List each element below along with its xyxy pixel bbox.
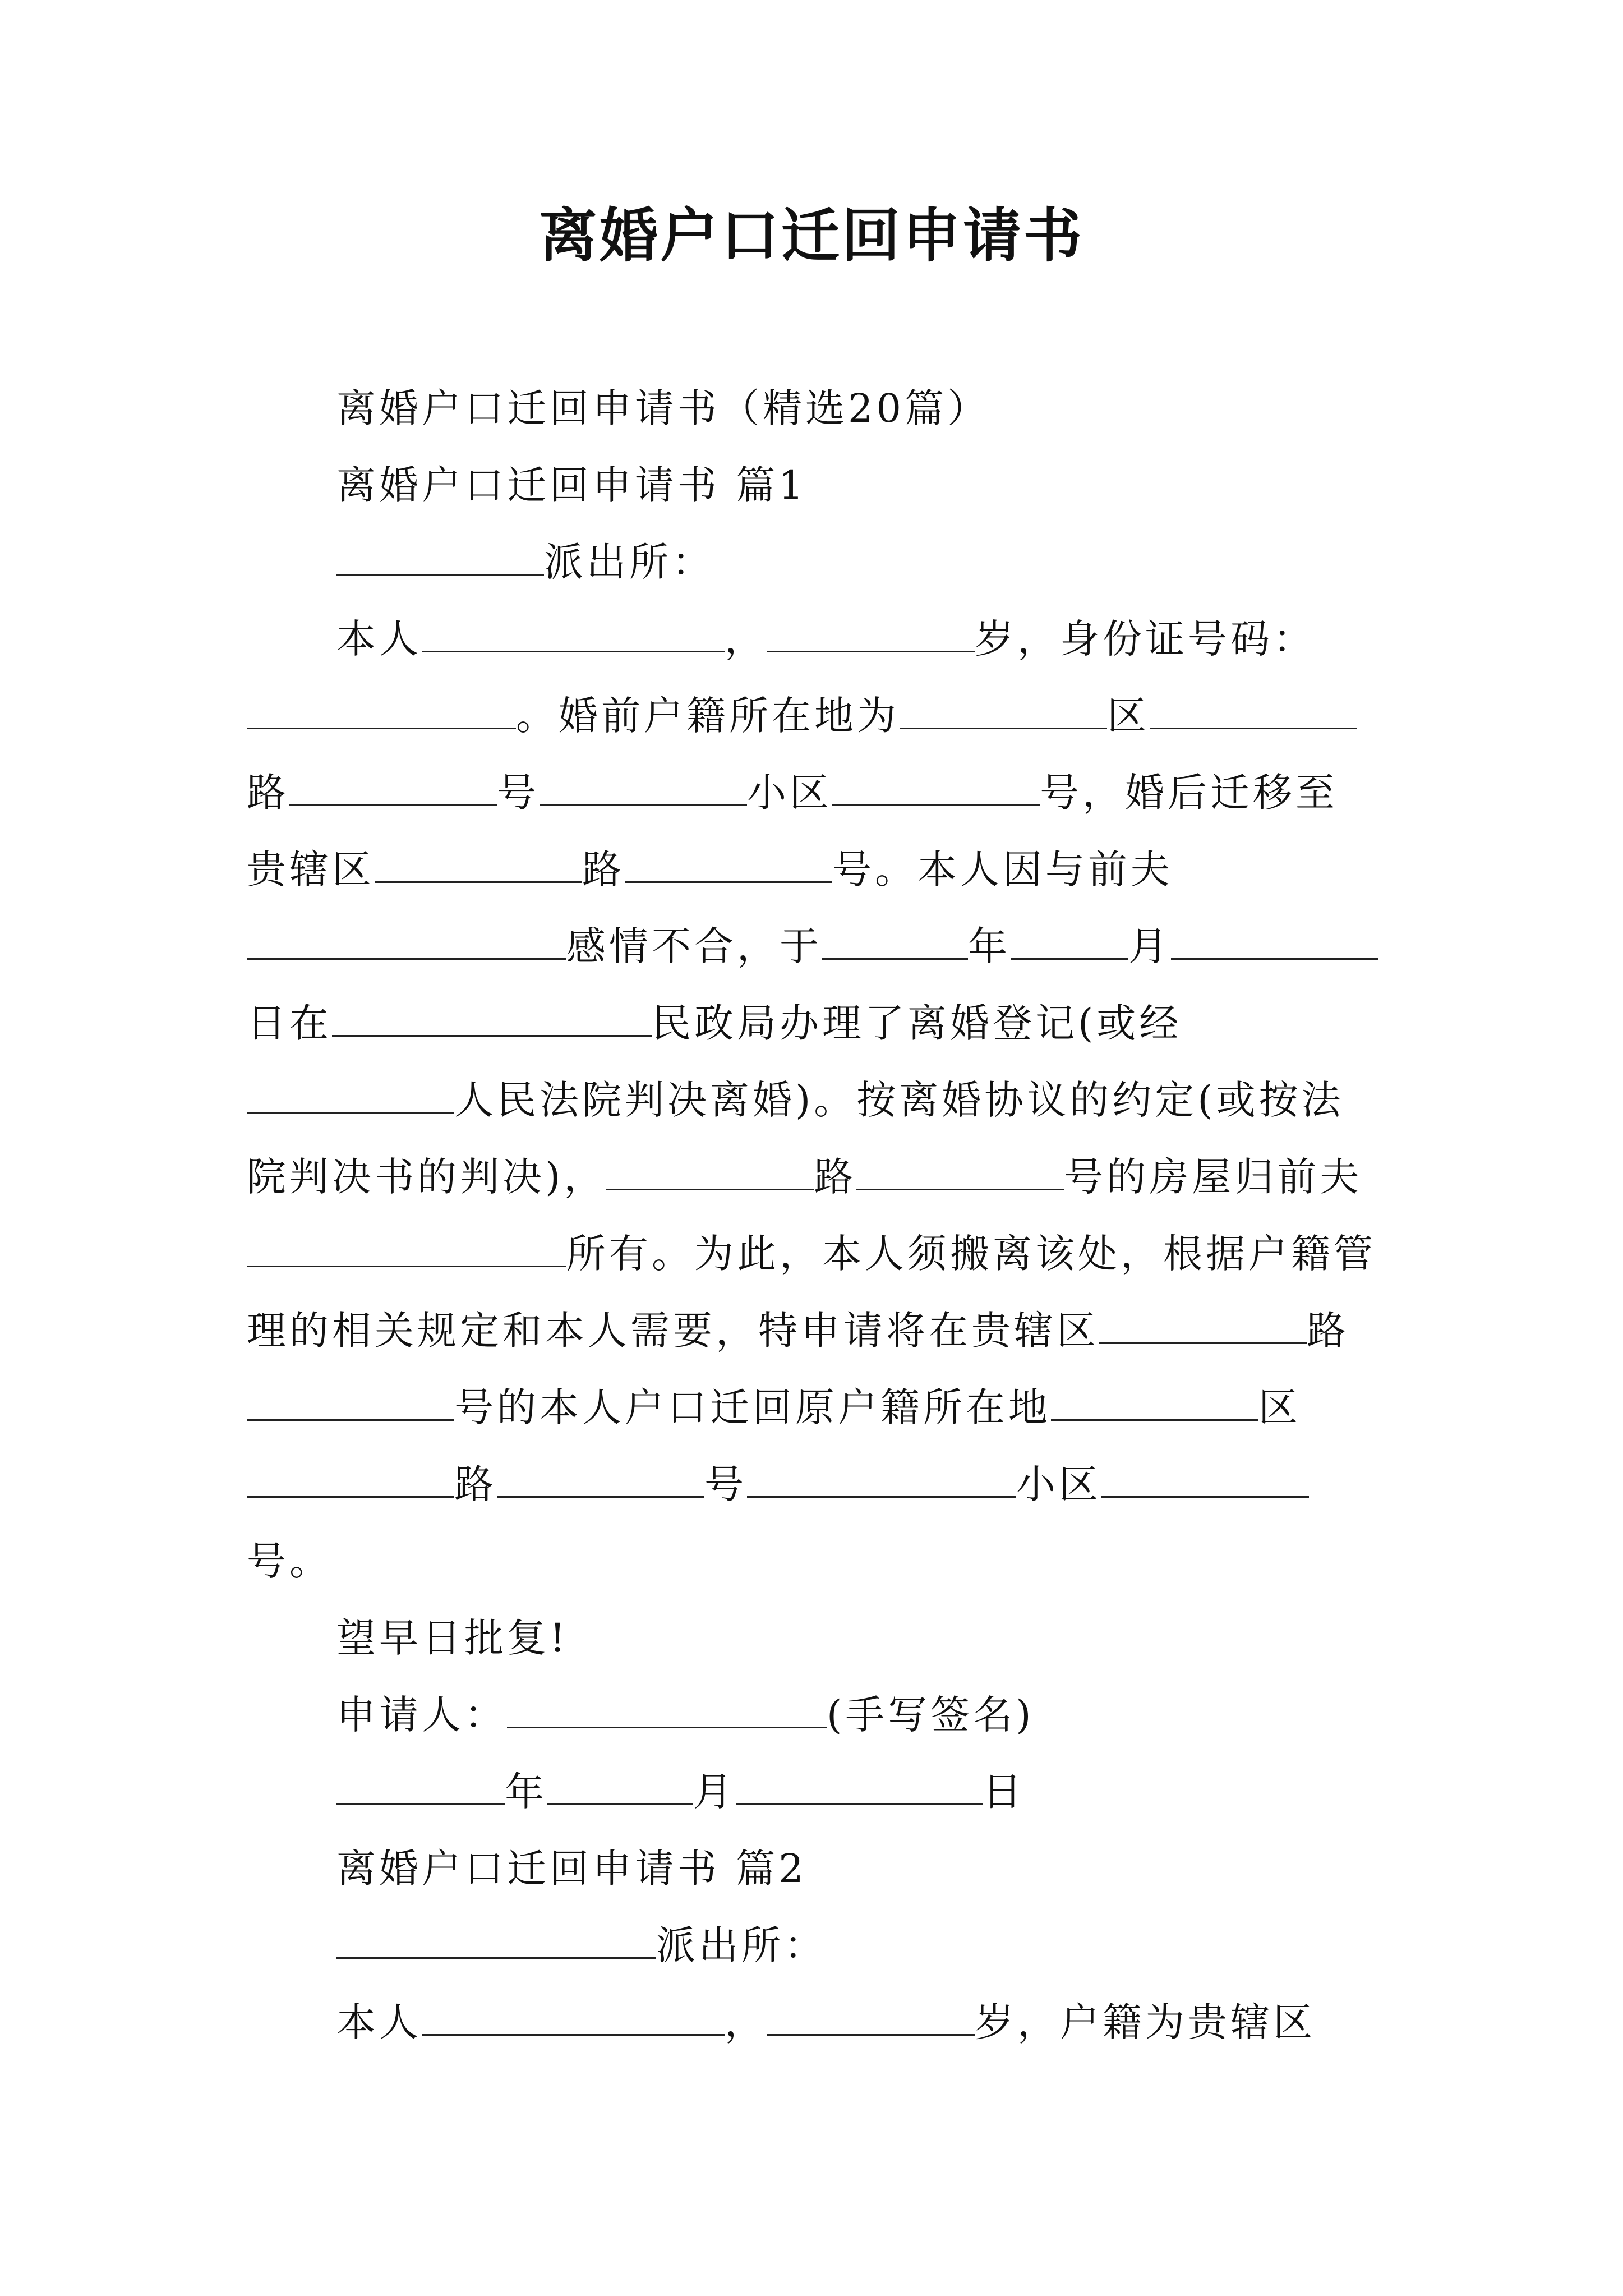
blank-field[interactable] (832, 767, 1040, 807)
blank-field[interactable] (1011, 921, 1128, 960)
blank-field[interactable] (767, 614, 975, 653)
blank-field[interactable] (247, 921, 566, 960)
signature-blank[interactable] (507, 1690, 827, 1729)
collection-heading: 离婚户口迁回申请书（精选20篇） (336, 385, 990, 431)
blank-field[interactable] (856, 1152, 1064, 1191)
blank-field[interactable] (497, 1459, 704, 1498)
blank-field[interactable] (247, 691, 516, 730)
blank-field[interactable] (422, 1997, 725, 2036)
blank-field[interactable] (336, 1766, 505, 1806)
blank-field[interactable] (336, 1920, 656, 1959)
document-title: 离婚户口迁回申请书 (538, 201, 1084, 270)
police-station-line-2: 派出所： (247, 1907, 1380, 1984)
blank-field[interactable] (247, 1228, 566, 1268)
blank-field[interactable] (822, 921, 968, 960)
blank-field[interactable] (1171, 921, 1378, 960)
blank-field[interactable] (247, 1382, 454, 1421)
date-line: 年 月 日 (247, 1754, 1380, 1830)
blank-field[interactable] (625, 844, 832, 884)
document-body (247, 370, 1380, 2061)
section-heading-1: 离婚户口迁回申请书 篇1 (336, 462, 807, 508)
reply-line: 望早日批复! (336, 1615, 569, 1661)
section-heading-2: 离婚户口迁回申请书 篇2 (336, 1846, 807, 1892)
blank-field[interactable] (547, 1766, 693, 1806)
blank-field[interactable] (1150, 691, 1357, 730)
blank-field[interactable] (1051, 1382, 1258, 1421)
blank-field[interactable] (606, 1152, 814, 1191)
blank-field[interactable] (767, 1997, 975, 2036)
blank-field[interactable] (336, 537, 544, 576)
blank-field[interactable] (747, 1459, 1016, 1498)
applicant-line: 申请人： (手写签名) (247, 1677, 1380, 1754)
blank-field[interactable] (332, 998, 652, 1037)
blank-field[interactable] (422, 614, 725, 653)
blank-field[interactable] (375, 844, 582, 884)
police-station-line (247, 524, 1380, 601)
application-paragraph: 本人 ， 岁，身份证号码：。婚前户籍所在地为 区路 号 小区 号，婚后迁移至贵辖区 路 号。本人因与前夫感情不合，于 年 月日在 民政局办理了离婚登记(或经人民法院判决离婚)。按离婚协议的约定(或按法院判决书的判决)， 路 号的房屋归前夫所有。为此，本人须搬离该处，根据户籍管理的相关规定和本人需要，特申请将在贵辖区 路号的本人户口迁回原户籍所在地 区路 号 小区号。 (247, 601, 1380, 1600)
blank-field[interactable] (540, 767, 747, 807)
blank-field[interactable] (736, 1766, 983, 1806)
blank-field[interactable] (1099, 1305, 1307, 1345)
blank-field[interactable] (1101, 1459, 1309, 1498)
blank-field[interactable] (247, 1459, 454, 1498)
blank-field[interactable] (289, 767, 497, 807)
blank-field[interactable] (900, 691, 1107, 730)
application-paragraph-2: 本人 ， 岁，户籍为贵辖区 (247, 1984, 1380, 2061)
blank-field[interactable] (247, 1075, 454, 1114)
station-label: 派出所： (544, 539, 714, 585)
